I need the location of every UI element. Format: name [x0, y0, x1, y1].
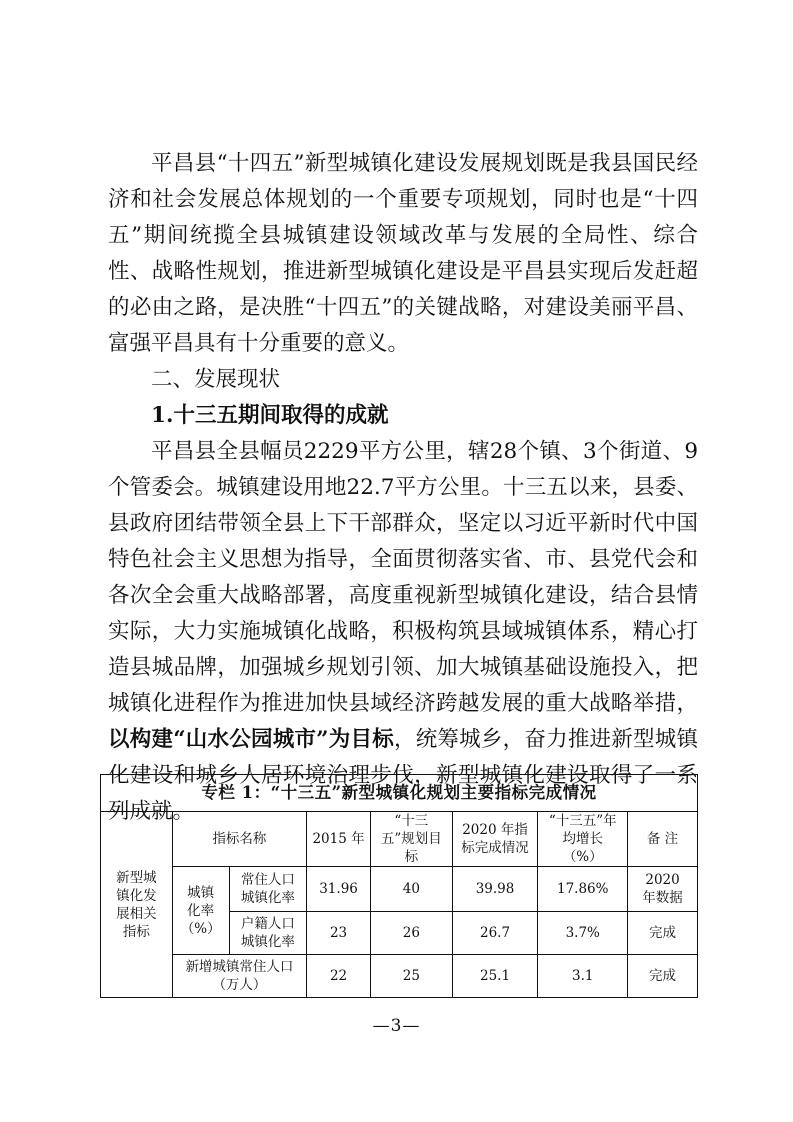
row-2020: 25.1 — [452, 955, 538, 998]
row-2015: 22 — [307, 955, 371, 998]
row-2015: 23 — [307, 912, 371, 955]
header-note: 备 注 — [628, 812, 698, 867]
status-text-bold: 以构建“山水公园城市”为目标 — [108, 727, 394, 752]
row-note: 完成 — [628, 955, 698, 998]
table-caption: 专栏 1：“十三五”新型城镇化规划主要指标完成情况 — [101, 775, 698, 812]
status-paragraph — [108, 434, 698, 830]
row-name: 新增城镇常住人口（万人） — [172, 955, 306, 998]
row-growth: 17.86% — [538, 867, 628, 912]
row-growth: 3.7% — [538, 912, 628, 955]
status-text-a: 平昌县全县幅员2229平方公里，辖28个镇、3个街道、9个管委会。城镇建设用地22.7平方公里。十三五以来，县委、县政府团结带领全县上下干部群众，坚定以习近平新时代中国特色社会主义思想为指导，全面贯彻落实省、市、县党代会和各次全会重大战略部署，高度重视新型城镇化建设，结合县情实际，大力实施城镇化战略，积极构筑县域城镇体系，精心打造县城品牌，加强城乡规划引领、加大城镇基础设施投入，把城镇化进程作为推进加快县域经济跨越发展的重大战略举措， — [108, 439, 698, 716]
row-note: 完成 — [628, 912, 698, 955]
row-2020: 26.7 — [452, 912, 538, 955]
header-2015: 2015 年 — [307, 812, 371, 867]
category-cell: 新型城镇化发展相关指标 — [101, 812, 173, 998]
header-growth: “十三五”年均增长（%） — [538, 812, 628, 867]
row-target: 25 — [370, 955, 452, 998]
indicator-table — [100, 774, 698, 998]
row-name: 户籍人口城镇化率 — [229, 912, 307, 955]
intro-paragraph: 平昌县“十四五”新型城镇化建设发展规划既是我县国民经济和社会发展总体规划的一个重要专项规划，同时也是“十四五”期间统揽全县城镇建设领域改革与发展的全局性、综合性、战略性规划，推进新型城镇化建设是平昌县实现后发赶超的必由之路，是决胜“十四五”的关键战略，对建设美丽平昌、富强平昌具有十分重要的意义。 — [108, 151, 698, 356]
row-name: 常住人口城镇化率 — [229, 867, 307, 912]
table-row — [101, 955, 698, 998]
group-cell: 城镇化率（%） — [172, 867, 229, 955]
status-text-c: ，统筹城乡，奋力推进新型城镇化建设和城乡人居环境治理步伐，新型城镇化建设取得了一系列成就。 — [108, 727, 698, 824]
header-2020: 2020 年指标完成情况 — [452, 812, 538, 867]
page-number: —3— — [372, 1016, 421, 1036]
section-heading: 二、发展现状 — [151, 367, 281, 392]
row-2015: 31.96 — [307, 867, 371, 912]
header-name: 指标名称 — [172, 812, 306, 867]
row-growth: 3.1 — [538, 955, 628, 998]
row-target: 26 — [370, 912, 452, 955]
row-2020: 39.98 — [452, 867, 538, 912]
header-target: “十三五”规划目标 — [370, 812, 452, 867]
subsection-heading: 1.十三五期间取得的成就 — [151, 403, 389, 428]
row-target: 40 — [370, 867, 452, 912]
table-row — [101, 867, 698, 912]
row-note: 2020 年数据 — [628, 867, 698, 912]
